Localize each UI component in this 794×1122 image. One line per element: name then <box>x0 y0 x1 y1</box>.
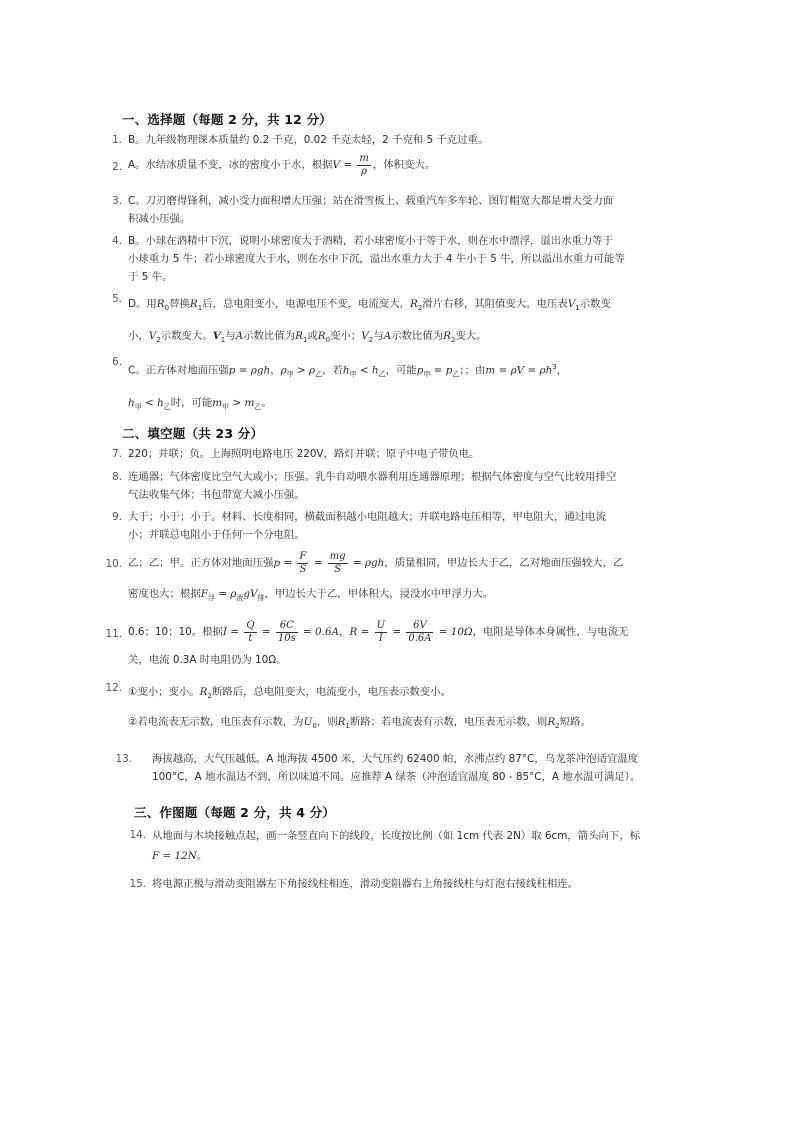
answer-11: 0.6；10；10。根据I = $\frac{Q}{t}$ = $\frac{6C}{10s}$ = 0.6A，R = $\frac{U}{I}$ = $\frac{6V}{0.6A}$ = 10Ω，电阻是导体本身属性，与电流无 关，电流 0.3A 时电阻仍为 10Ω。 <box>128 619 629 666</box>
answer-10: 乙；乙；甲。正方体对地面压强p = $\frac{F}{S}$ = $\frac{mg}{S}$ = ρgh，质量相同，甲边长大于乙，乙对地面压强较大，乙 密度也大；根据$F_浮 = \rho_液gV_排$，甲边长大于乙，甲体积大，浸没水中甲浮力大。 <box>128 550 624 603</box>
question-number: 12. <box>105 682 122 694</box>
question-number: 5. <box>112 293 122 305</box>
answer-12: ①变小；变小。$R_2$断路后，总电阻变大，电流变小，电压表示数变小。 ②若电流表无示数，电压表有示数，为$U_0$，则$R_1$断路；若电流表有示数，电压表无示数，则$R_2$短路。 <box>128 686 591 731</box>
question-number: 9. <box>112 511 122 523</box>
section-title-fill: 二、填空题（共 23 分） <box>122 426 264 441</box>
question-number: 6. <box>112 356 122 368</box>
question-number: 1. <box>112 134 122 146</box>
question-number: 7. <box>112 448 122 460</box>
answer-9: 大于；小于；小于。材料、长度相同，横截面积越小电阻越大；并联电路电压相等，甲电阻大，通过电流 小；并联总电阻小于任何一个分电阻。 <box>128 511 606 541</box>
answer-2: A。水结冰质量不变，冰的密度小于水，根据V = $\frac{m}{\rho}$ ，体积变大。 <box>128 152 436 177</box>
question-number: 14. <box>129 829 146 841</box>
question-number: 2. <box>112 161 122 173</box>
answer-6: C。正方体对地面压强p = ρgh，$\rho_甲 > \rho_乙$，若$h_甲 < h_乙$，可能$p_甲 = p_乙$；；由$m = \rho V = \rho h^3$， $h_甲 < h_乙$时，可能$m_甲 > m_乙$。 <box>128 363 568 411</box>
answer-3: C。刀刃磨得锋利，减小受力面积增大压强；站在滑雪板上、载重汽车多车轮、图钉帽宽大都是增大受力面 积减小压强。 <box>128 195 614 225</box>
question-number: 11. <box>105 628 122 640</box>
section-title-choice: 一、选择题（每题 2 分，共 12 分） <box>122 112 333 127</box>
question-number: 3. <box>112 195 122 207</box>
answer-14: 从地面与木块接触点起，画一条竖直向下的线段，长度按比例（如 1cm 代表 2N）取 6cm，箭头向下，标 F = 12N。 <box>152 830 641 862</box>
question-number: 4. <box>112 235 122 247</box>
question-number: 13. <box>115 753 132 765</box>
answer-13: 海拔越高，大气压越低。A 地海拔 4500 米，大气压约 62400 帕，水沸点约 87°C，乌龙茶冲泡适宜温度 100°C，A 地水温达不到，所以味道不同。应推荐 A 绿茶（冲泡适宜温度 80 - 85°C，A 地水温可满足）。 <box>152 753 641 783</box>
answer-1: B。九年级物理课本质量约 0.2 千克，0.02 千克太轻，2 千克和 5 千克过重。 <box>128 134 489 146</box>
answer-4: B。小球在酒精中下沉，说明小球密度大于酒精，若小球密度小于等于水，则在水中漂浮，溢出水重力等于 小球重力 5 牛；若小球密度大于水，则在水中下沉，溢出水重力大于 4 牛小于 5 牛，所以溢出水重力可能等 于 5 牛。 <box>128 235 625 283</box>
question-number: 8. <box>112 471 122 483</box>
question-number: 15. <box>129 878 146 890</box>
section-title-drawing: 三、作图题（每题 2 分，共 4 分） <box>134 805 336 820</box>
answer-5: D。用$R_0$替换$R_1$后，总电阻变小，电源电压不变，电流变大，$R_2$滑片右移，其阻值变大。电压表$V_1$示数变 小，$V_2$示数变大。$V_1$与A示数比值为$R_1$或$R_0$变小；$V_2$与A示数比值为$R_2$变大。 <box>128 298 611 345</box>
answer-7: 220；并联；负。上海照明电路电压 220V，路灯并联；原子中电子带负电。 <box>128 448 480 460</box>
question-number: 10. <box>105 558 122 570</box>
answer-8: 连通器；气体密度比空气大或小；压强。乳牛自动喂水器利用连通器原理；根据气体密度与空气比较用排空 气法收集气体；书包带宽大减小压强。 <box>128 471 617 501</box>
answer-15: 将电源正极与滑动变阻器左下角接线柱相连，滑动变阻器右上角接线柱与灯泡右接线柱相连。 <box>152 878 579 890</box>
